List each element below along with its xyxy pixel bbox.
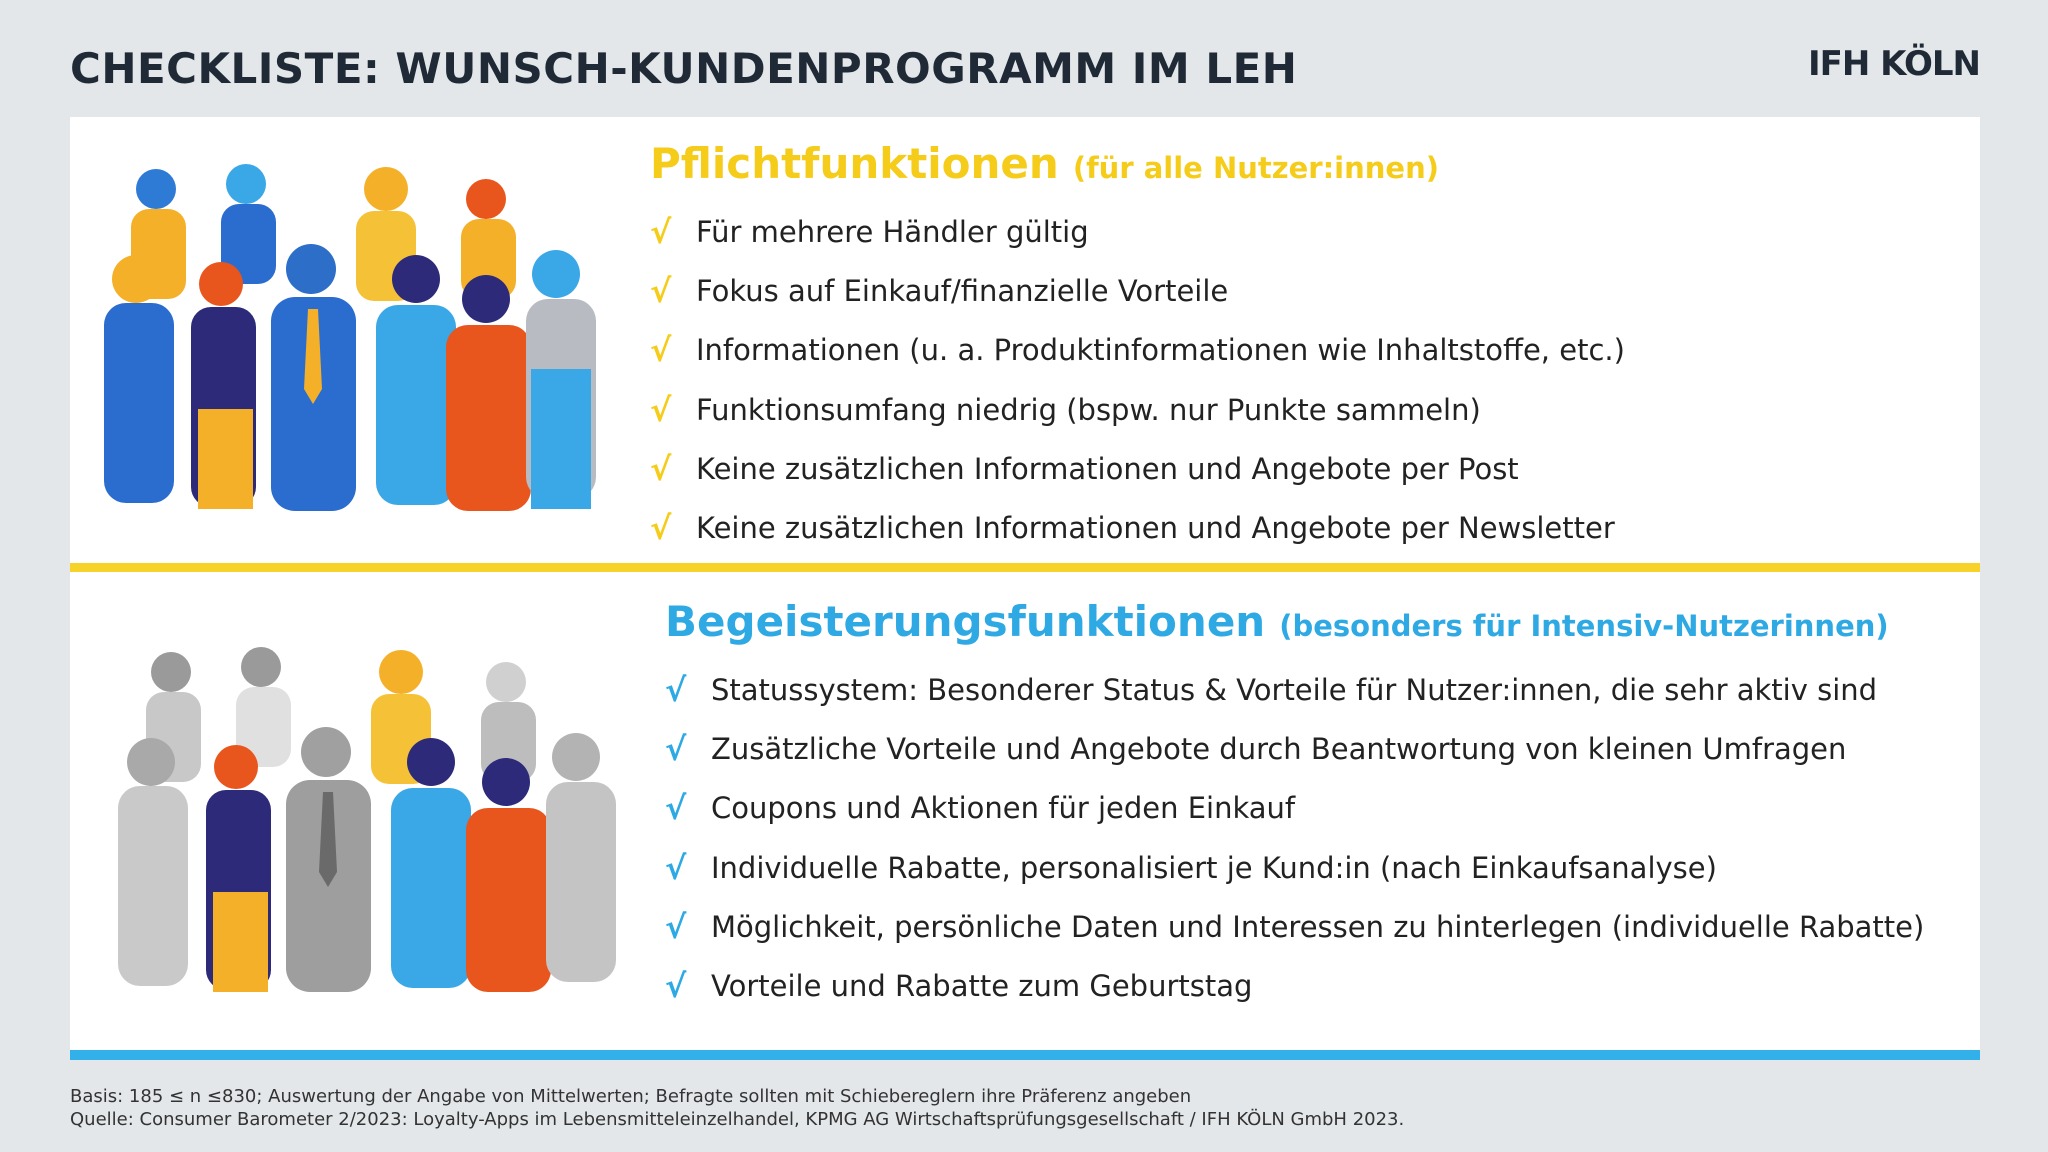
pflicht-subtitle: (für alle Nutzer:innen) [1072,151,1439,185]
list-item-text: Statussystem: Besonderer Status & Vorteile für Nutzer:innen, die sehr aktiv sind [711,672,1878,707]
checkmark-icon: √ [665,729,687,768]
begeisterung-subtitle: (besonders für Intensiv-Nutzerinnen) [1279,609,1889,643]
list-item [650,321,1625,380]
checkmark-icon: √ [650,390,672,429]
checkmark-icon: √ [650,509,672,548]
ifh-logo: IFH KÖLN [1807,44,1980,84]
page-title: CHECKLISTE: WUNSCH-KUNDENPROGRAMM IM LEH [70,44,1298,93]
list-item-text: Informationen (u. a. Produktinformationen wie Inhaltstoffe, etc.) [696,333,1625,368]
list-item-text: Zusätzliche Vorteile und Angebote durch Beantwortung von kleinen Umfragen [711,731,1847,766]
list-item [650,439,1625,498]
gray-people-illustration [96,642,626,992]
list-item-text: Funktionsumfang niedrig (bspw. nur Punkte sammeln) [696,392,1481,427]
list-item [665,660,1924,719]
list-item-text: Für mehrere Händler gültig [696,214,1089,249]
begeisterung-title: Begeisterungsfunktionen [665,597,1266,646]
footer-source: Quelle: Consumer Barometer 2/2023: Loyalty-Apps im Lebensmitteleinzelhandel, KPMG AG Wirtschaftsprüfungsgesellschaft / IFH KÖLN GmbH 2023. [70,1109,1405,1130]
list-item [665,897,1924,956]
list-item [665,956,1924,1015]
list-item-text: Keine zusätzlichen Informationen und Angebote per Newsletter [696,511,1615,546]
list-item-text: Fokus auf Einkauf/finanzielle Vorteile [696,273,1229,308]
list-item [665,838,1924,897]
footer-notes [70,1085,1404,1131]
checkmark-icon: √ [665,789,687,828]
pflicht-title: Pflichtfunktionen [650,139,1059,188]
list-item [665,779,1924,838]
checkmark-icon: √ [650,331,672,370]
checkmark-icon: √ [650,449,672,488]
list-item [650,261,1625,320]
list-item-text: Keine zusätzlichen Informationen und Angebote per Post [696,451,1519,486]
list-item [650,498,1625,557]
list-item-text: Vorteile und Rabatte zum Geburtstag [711,969,1253,1004]
pflicht-list [650,202,1625,558]
colored-people-illustration [86,159,606,511]
checkmark-icon: √ [665,670,687,709]
begeisterung-panel [70,572,1980,1060]
checkmark-icon: √ [665,848,687,887]
list-item [665,719,1924,778]
list-item [650,380,1625,439]
list-item-text: Coupons und Aktionen für jeden Einkauf [711,791,1296,826]
checkmark-icon: √ [650,271,672,310]
list-item [650,202,1625,261]
pflicht-panel [70,117,1980,572]
checkmark-icon: √ [665,907,687,946]
list-item-text: Individuelle Rabatte, personalisiert je Kund:in (nach Einkaufsanalyse) [711,850,1717,885]
pflicht-heading [650,139,1439,188]
checkmark-icon: √ [650,212,672,251]
footer-basis: Basis: 185 ≤ n ≤830; Auswertung der Angabe von Mittelwerten; Befragte sollten mit Schiebereglern ihre Präferenz angeben [70,1086,1192,1107]
begeisterung-heading [665,597,1889,646]
list-item-text: Möglichkeit, persönliche Daten und Interessen zu hinterlegen (individuelle Rabatte) [711,909,1925,944]
checkmark-icon: √ [665,967,687,1006]
begeisterung-list [665,660,1924,1016]
